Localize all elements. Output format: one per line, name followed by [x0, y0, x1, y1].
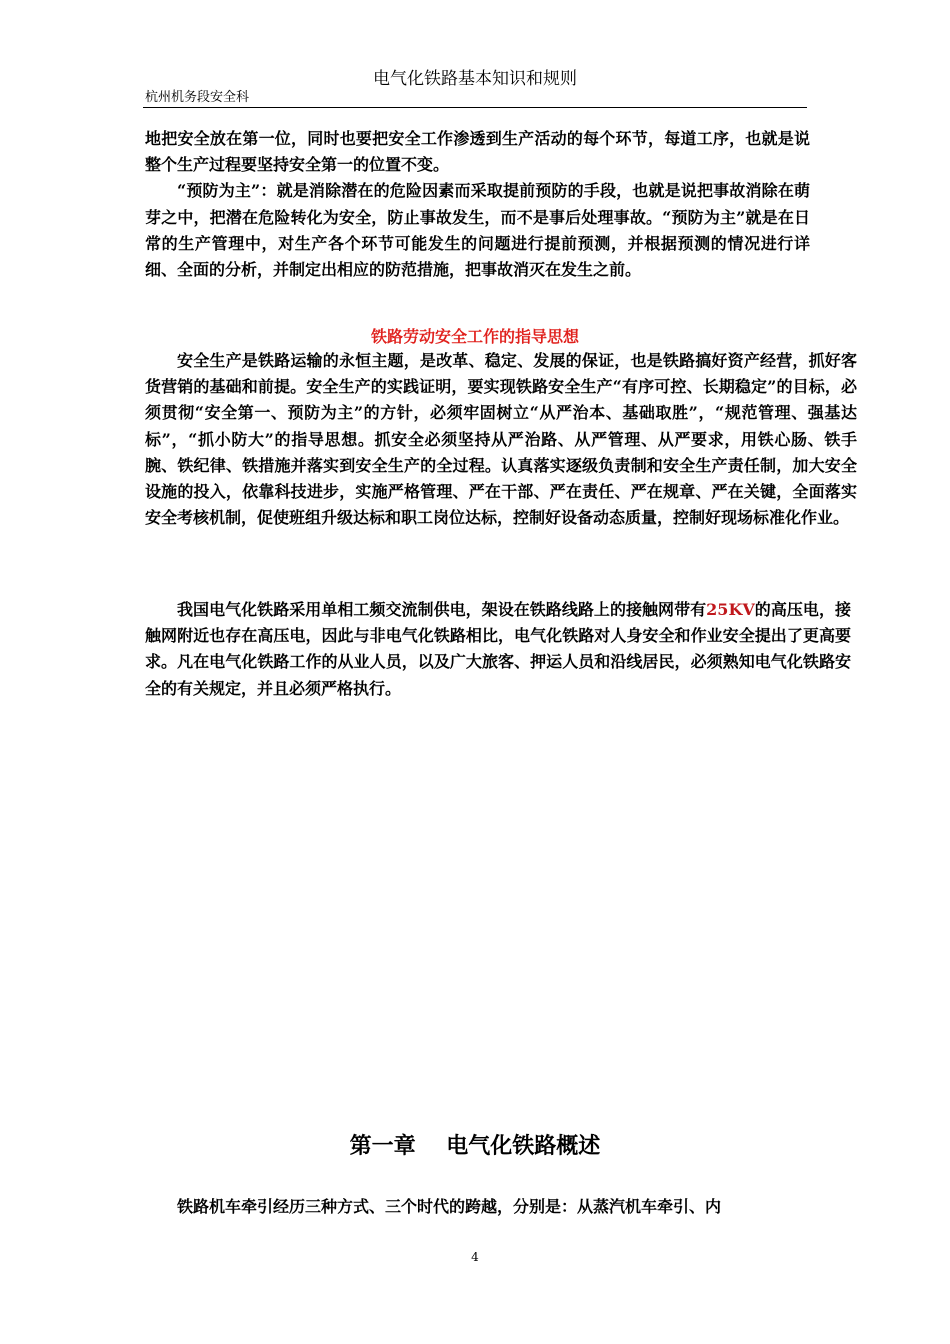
chapter-first-line: 铁路机车牵引经历三种方式、三个时代的跨越，分别是：从蒸汽机车牵引、内	[177, 1197, 722, 1216]
voltage-value: 25KV	[706, 600, 755, 619]
page-number: 4	[471, 1250, 479, 1264]
section-heading: 铁路劳动安全工作的指导思想	[370, 327, 579, 346]
paragraph-prevention-first: “预防为主”：就是消除潜在的危险因素而采取提前预防的手段，也就是说把事故消除在萌芽之中，把潜在危险转化为安全，防止事故发生，而不是事后处理事故。“预防为主”就是在日常的生产管理中，对生产各个环节可能发生的问题进行提前预测，并根据预测的情况进行详细、全面的分析，并制定出相应的防范措施，把事故消灭在发生之前。	[145, 181, 810, 280]
section-body-block	[145, 348, 857, 531]
paragraph-guiding-ideology: 安全生产是铁路运输的永恒主题，是改革、稳定、发展的保证，也是铁路搞好资产经营，抓好客货营销的基础和前提。安全生产的实践证明，要实现铁路安全生产“有序可控、长期稳定”的目标，必须贯彻“安全第一、预防为主”的方针，必须牢固树立“从严治本、基础取胜”，“规范管理、强基达标”，“抓小防大”的指导思想。抓安全必须坚持从严治路、从严管理、从严要求，用铁心肠、铁手腕、铁纪律、铁措施并落实到安全生产的全过程。认真落实逐级负责制和安全生产责任制，加大安全设施的投入，依靠科技进步，实施严格管理、严在干部、严在责任、严在规章、严在关键，全面落实安全考核机制，促使班组升级达标和职工岗位达标，控制好设备动态质量，控制好现场标准化作业。	[145, 351, 857, 528]
chapter-title: 第一章 电气化铁路概述	[349, 1133, 601, 1159]
chapter-text-block	[145, 1194, 857, 1220]
voltage-text-before: 我国电气化铁路采用单相工频交流制供电，架设在铁路线路上的接触网带有	[177, 600, 707, 619]
paragraph-voltage	[145, 597, 851, 702]
paragraph-continuation: 地把安全放在第一位，同时也要把安全工作渗透到生产活动的每个环节，每道工序，也就是说整个生产过程要坚持安全第一的位置不变。	[145, 129, 810, 175]
header-divider	[143, 107, 807, 108]
voltage-text-block	[145, 597, 851, 702]
intro-text-block	[145, 126, 810, 283]
voltage-text-after: 的高压电，接触网附近也存在高压电，因此与非电气化铁路相比，电气化铁路对人身安全和作业安全提出了更高要求。凡在电气化铁路工作的从业人员，以及广大旅客、押运人员和沿线居民，必须熟知电气化铁路安全的有关规定，并且必须严格执行。	[145, 600, 851, 698]
running-header-title: 电气化铁路基本知识和规则	[373, 69, 577, 89]
running-header-org: 杭州机务段安全科	[145, 90, 250, 105]
